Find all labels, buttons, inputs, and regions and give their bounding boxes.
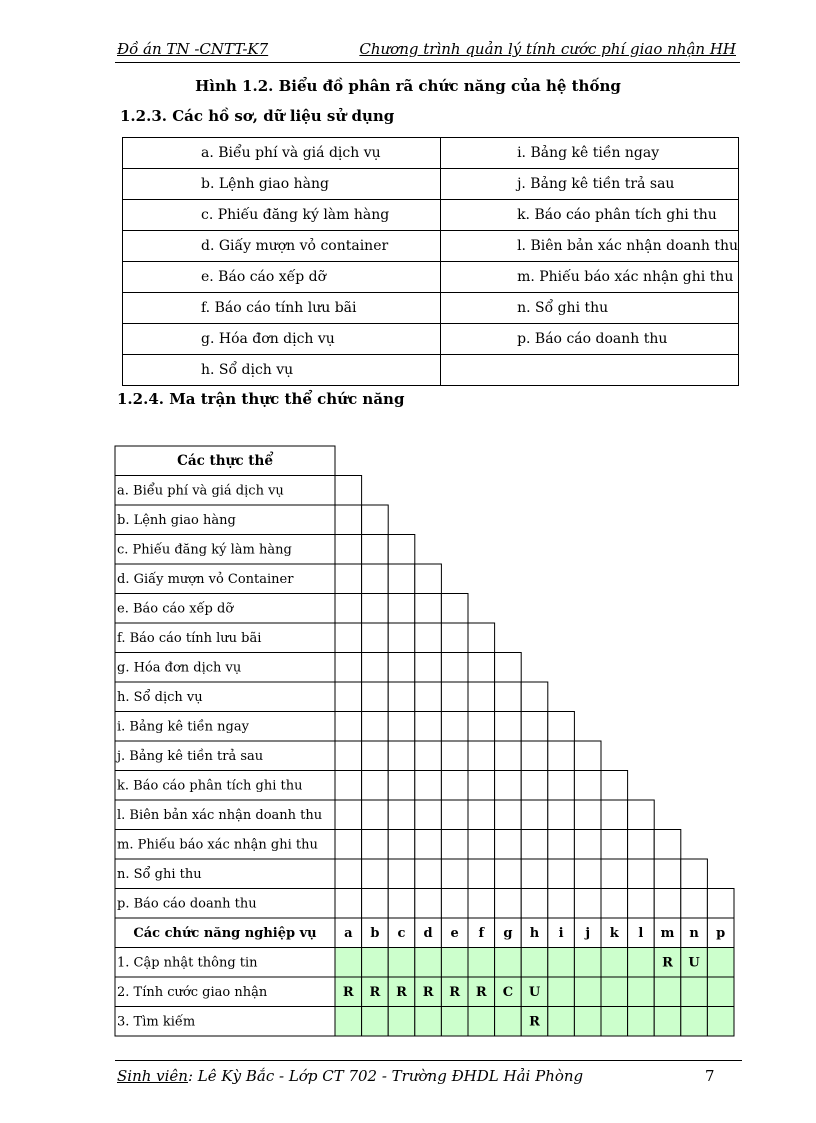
- staircase-cell: [574, 859, 601, 889]
- staircase-cell: [335, 505, 362, 535]
- staircase-cell: [415, 889, 442, 919]
- staircase-cell: [335, 712, 362, 742]
- staircase-cell: [521, 800, 548, 830]
- staircase-cell: [388, 623, 415, 653]
- staircase-cell: [362, 623, 389, 653]
- section-heading-124: 1.2.4. Ma trận thực thể chức năng: [117, 390, 405, 408]
- staircase-cell: [441, 682, 468, 712]
- staircase-cell: [601, 830, 628, 860]
- header-left: Đồ án TN -CNTT-K7: [117, 40, 269, 58]
- matrix-cell: [468, 948, 495, 978]
- staircase-cell: [654, 859, 681, 889]
- entity-label: b. Lệnh giao hàng: [117, 513, 236, 528]
- document-cell: l. Biên bản xác nhận doanh thu: [441, 231, 739, 262]
- staircase-cell: [388, 564, 415, 594]
- staircase-cell: [415, 623, 442, 653]
- staircase-cell: [362, 535, 389, 565]
- entity-label: f. Báo cáo tính lưu bãi: [117, 631, 262, 646]
- staircase-cell: [441, 889, 468, 919]
- staircase-cell: [388, 771, 415, 801]
- figure-caption: Hình 1.2. Biểu đồ phân rã chức năng của hệ thống: [195, 77, 621, 95]
- function-label: 2. Tính cước giao nhận: [117, 985, 268, 1000]
- staircase-cell: [495, 800, 522, 830]
- staircase-cell: [707, 889, 734, 919]
- matrix-cell: [548, 1007, 575, 1037]
- staircase-cell: [415, 741, 442, 771]
- matrix-cell: [495, 948, 522, 978]
- staircase-cell: [388, 682, 415, 712]
- entity-label: p. Báo cáo doanh thu: [117, 896, 257, 912]
- staircase-cell: [548, 712, 575, 742]
- staircase-cell: [601, 771, 628, 801]
- entity-label: e. Báo cáo xếp dỡ: [117, 601, 234, 617]
- staircase-cell: [335, 889, 362, 919]
- header-right: Chương trình quản lý tính cước phí giao nhận HH: [359, 40, 736, 58]
- staircase-cell: [601, 859, 628, 889]
- matrix-cell-value: R: [475, 985, 487, 1000]
- staircase-cell: [468, 653, 495, 683]
- footer-text: [117, 1067, 583, 1085]
- staircase-cell: [468, 889, 495, 919]
- staircase-cell: [335, 771, 362, 801]
- matrix-cell: [441, 948, 468, 978]
- staircase-cell: [362, 859, 389, 889]
- matrix-cell: [628, 1007, 655, 1037]
- staircase-cell: [628, 830, 655, 860]
- column-header: b: [370, 926, 380, 941]
- entity-label: j. Bảng kê tiền trả sau: [117, 749, 264, 764]
- staircase-cell: [441, 771, 468, 801]
- staircase-cell: [495, 653, 522, 683]
- matrix-cell: [468, 1007, 495, 1037]
- entity-label: h. Sổ dịch vụ: [117, 690, 203, 705]
- document-cell: c. Phiếu đăng ký làm hàng: [123, 200, 441, 231]
- matrix-cell: [335, 1007, 362, 1037]
- staircase-cell: [335, 535, 362, 565]
- entity-label: l. Biên bản xác nhận doanh thu: [117, 808, 323, 823]
- entity-label: g. Hóa đơn dịch vụ: [117, 660, 242, 676]
- staircase-cell: [468, 741, 495, 771]
- section-heading-123: 1.2.3. Các hồ sơ, dữ liệu sử dụng: [120, 107, 395, 125]
- staircase-cell: [415, 653, 442, 683]
- staircase-cell: [495, 712, 522, 742]
- staircase-cell: [415, 830, 442, 860]
- staircase-cell: [601, 800, 628, 830]
- column-header: a: [344, 926, 353, 941]
- document-cell: d. Giấy mượn vỏ container: [123, 231, 441, 262]
- staircase-cell: [521, 741, 548, 771]
- staircase-cell: [441, 859, 468, 889]
- staircase-cell: [388, 712, 415, 742]
- entity-label: m. Phiếu báo xác nhận ghi thu: [117, 837, 318, 853]
- entity-label: d. Giấy mượn vỏ Container: [117, 572, 294, 587]
- staircase-cell: [362, 505, 389, 535]
- staircase-cell: [362, 889, 389, 919]
- matrix-cell: [601, 1007, 628, 1037]
- staircase-cell: [601, 889, 628, 919]
- matrix-cell-value: R: [396, 985, 407, 1000]
- matrix-cell: [335, 948, 362, 978]
- matrix-cell: [654, 1007, 681, 1037]
- document-cell: n. Sổ ghi thu: [441, 293, 739, 324]
- column-header: k: [609, 926, 619, 941]
- matrix-cell-value: R: [342, 985, 354, 1000]
- matrix-cell: [362, 1007, 389, 1037]
- matrix-cell: [574, 1007, 601, 1037]
- staircase-cell: [521, 859, 548, 889]
- staircase-cell: [415, 682, 442, 712]
- staircase-cell: [388, 859, 415, 889]
- matrix-cell: [415, 948, 442, 978]
- matrix-cell: [441, 1007, 468, 1037]
- staircase-cell: [441, 653, 468, 683]
- staircase-cell: [415, 800, 442, 830]
- staircase-cell: [574, 741, 601, 771]
- staircase-cell: [335, 476, 362, 506]
- matrix-cell: [628, 948, 655, 978]
- column-header: n: [689, 926, 699, 941]
- matrix-cell: [601, 977, 628, 1007]
- document-cell: i. Bảng kê tiền ngay: [441, 138, 739, 169]
- staircase-cell: [388, 741, 415, 771]
- column-header: g: [503, 926, 513, 941]
- matrix-cell: [548, 948, 575, 978]
- entity-label: n. Sổ ghi thu: [117, 867, 202, 882]
- staircase-cell: [468, 859, 495, 889]
- staircase-cell: [574, 830, 601, 860]
- staircase-cell: [388, 800, 415, 830]
- entities-header: Các thực thể: [177, 453, 273, 469]
- staircase-cell: [388, 889, 415, 919]
- staircase-cell: [495, 830, 522, 860]
- document-cell: f. Báo cáo tính lưu bãi: [123, 293, 441, 324]
- matrix-cell: [707, 1007, 734, 1037]
- staircase-cell: [521, 771, 548, 801]
- document-cell: b. Lệnh giao hàng: [123, 169, 441, 200]
- staircase-cell: [441, 830, 468, 860]
- matrix-cell: [388, 1007, 415, 1037]
- matrix-cell-value: R: [529, 1014, 540, 1030]
- staircase-cell: [654, 889, 681, 919]
- staircase-cell: [521, 830, 548, 860]
- column-header: j: [585, 926, 591, 941]
- staircase-cell: [495, 771, 522, 801]
- matrix-cell: [654, 977, 681, 1007]
- staircase-cell: [548, 741, 575, 771]
- staircase-cell: [574, 889, 601, 919]
- matrix-cell: [574, 977, 601, 1007]
- footer-info: : Lê Kỳ Bắc - Lớp CT 702 - Trường ĐHDL Hải Phòng: [187, 1067, 584, 1085]
- document-cell: a. Biểu phí và giá dịch vụ: [123, 138, 441, 169]
- staircase-cell: [681, 889, 708, 919]
- staircase-cell: [628, 889, 655, 919]
- matrix-cell-value: R: [422, 985, 434, 1000]
- staircase-cell: [441, 741, 468, 771]
- staircase-cell: [362, 712, 389, 742]
- document-cell: j. Bảng kê tiền trả sau: [441, 169, 739, 200]
- staircase-cell: [335, 623, 362, 653]
- matrix-cell: [707, 977, 734, 1007]
- matrix-cell: [707, 948, 734, 978]
- matrix-cell: [415, 1007, 442, 1037]
- staircase-cell: [362, 564, 389, 594]
- staircase-cell: [335, 800, 362, 830]
- staircase-cell: [335, 741, 362, 771]
- entity-label: i. Bảng kê tiền ngay: [117, 719, 249, 735]
- staircase-cell: [468, 712, 495, 742]
- matrix-cell-value: R: [369, 985, 381, 1000]
- matrix-cell: [601, 948, 628, 978]
- staircase-cell: [521, 889, 548, 919]
- staircase-cell: [415, 712, 442, 742]
- staircase-cell: [548, 889, 575, 919]
- staircase-cell: [441, 712, 468, 742]
- matrix-cell-value: C: [502, 985, 514, 1000]
- matrix-cell-value: U: [528, 985, 541, 1000]
- staircase-cell: [362, 594, 389, 624]
- staircase-cell: [335, 859, 362, 889]
- matrix-cell: [628, 977, 655, 1007]
- footer-divider: [115, 1060, 742, 1061]
- staircase-cell: [441, 594, 468, 624]
- matrix-cell: [495, 1007, 522, 1037]
- staircase-cell: [362, 800, 389, 830]
- column-header: f: [478, 926, 485, 941]
- column-header: p: [716, 926, 726, 941]
- staircase-cell: [548, 800, 575, 830]
- column-header: e: [450, 926, 459, 941]
- document-cell: p. Báo cáo doanh thu: [441, 324, 739, 355]
- staircase-cell: [468, 800, 495, 830]
- document-cell: e. Báo cáo xếp dỡ: [123, 262, 441, 293]
- staircase-cell: [495, 889, 522, 919]
- staircase-cell: [388, 830, 415, 860]
- staircase-cell: [521, 682, 548, 712]
- matrix-cell-value: R: [449, 985, 461, 1000]
- staircase-cell: [441, 623, 468, 653]
- function-label: 3. Tìm kiếm: [117, 1014, 196, 1030]
- staircase-cell: [362, 741, 389, 771]
- staircase-cell: [495, 859, 522, 889]
- staircase-cell: [335, 682, 362, 712]
- staircase-cell: [335, 594, 362, 624]
- staircase-cell: [415, 771, 442, 801]
- staircase-cell: [415, 564, 442, 594]
- staircase-cell: [362, 653, 389, 683]
- staircase-cell: [415, 594, 442, 624]
- staircase-cell: [574, 771, 601, 801]
- staircase-cell: [362, 830, 389, 860]
- staircase-cell: [681, 859, 708, 889]
- entity-label: a. Biểu phí và giá dịch vụ: [117, 483, 284, 499]
- page-number: 7: [705, 1067, 715, 1085]
- staircase-cell: [468, 682, 495, 712]
- entity-label: k. Báo cáo phân tích ghi thu: [117, 778, 303, 794]
- staircase-cell: [362, 771, 389, 801]
- document-cell: m. Phiếu báo xác nhận ghi thu: [441, 262, 739, 293]
- function-label: 1. Cập nhật thông tin: [117, 955, 258, 971]
- entity-label: c. Phiếu đăng ký làm hàng: [117, 542, 292, 558]
- column-header: i: [558, 926, 564, 941]
- column-header: h: [529, 926, 540, 941]
- footer-label: Sinh viên: [117, 1067, 188, 1085]
- staircase-cell: [628, 800, 655, 830]
- column-header: c: [397, 926, 406, 941]
- staircase-cell: [388, 653, 415, 683]
- staircase-cell: [415, 859, 442, 889]
- staircase-cell: [468, 771, 495, 801]
- staircase-cell: [548, 771, 575, 801]
- staircase-cell: [548, 859, 575, 889]
- functions-header: Các chức năng nghiệp vụ: [133, 926, 317, 941]
- staircase-cell: [548, 830, 575, 860]
- column-header: l: [638, 926, 644, 941]
- document-cell: g. Hóa đơn dịch vụ: [123, 324, 441, 355]
- matrix-cell-value: R: [662, 955, 673, 971]
- staircase-cell: [628, 859, 655, 889]
- document-cell: h. Sổ dịch vụ: [123, 355, 441, 386]
- staircase-cell: [388, 594, 415, 624]
- column-header: m: [660, 926, 675, 941]
- matrix-cell: [681, 1007, 708, 1037]
- staircase-cell: [335, 830, 362, 860]
- matrix-cell: [521, 948, 548, 978]
- document-cell: k. Báo cáo phân tích ghi thu: [441, 200, 739, 231]
- staircase-cell: [468, 623, 495, 653]
- matrix-cell: [681, 977, 708, 1007]
- column-header: d: [423, 926, 433, 941]
- matrix-cell-value: U: [688, 955, 700, 971]
- staircase-cell: [521, 712, 548, 742]
- staircase-cell: [335, 653, 362, 683]
- matrix-cell: [574, 948, 601, 978]
- matrix-cell: [548, 977, 575, 1007]
- staircase-cell: [495, 741, 522, 771]
- matrix-cell: [388, 948, 415, 978]
- staircase-cell: [388, 535, 415, 565]
- staircase-cell: [335, 564, 362, 594]
- staircase-cell: [468, 830, 495, 860]
- staircase-cell: [362, 682, 389, 712]
- staircase-cell: [574, 800, 601, 830]
- matrix-cell: [362, 948, 389, 978]
- staircase-cell: [654, 830, 681, 860]
- staircase-cell: [495, 682, 522, 712]
- staircase-cell: [441, 800, 468, 830]
